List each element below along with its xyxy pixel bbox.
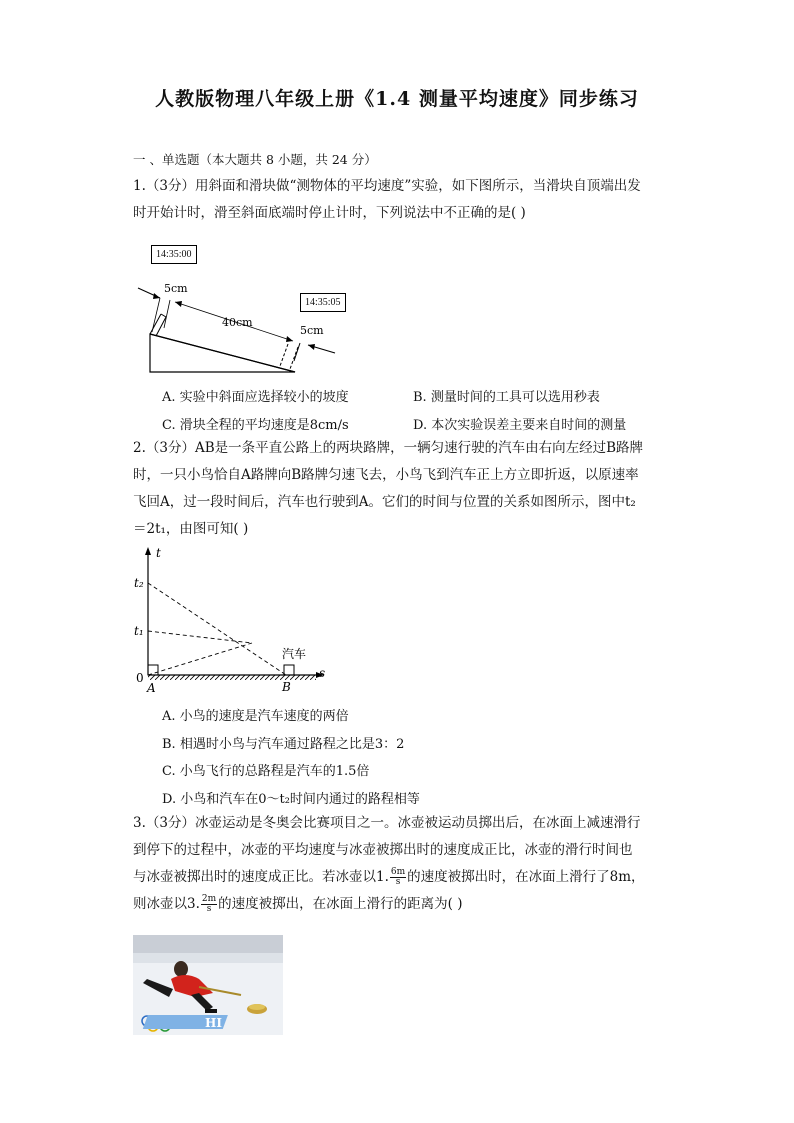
q3-frac2-den: s — [206, 904, 212, 914]
marker-b — [284, 665, 294, 675]
question-2-line-2: 时，一只小鸟恰自A路牌向B路牌匀速飞去，小鸟飞到汽车正上方立即折返，以原速率 — [133, 467, 639, 483]
dim-line-top-a — [152, 298, 160, 332]
origin-label: 0 — [136, 671, 144, 685]
question-1-line-1: 1.（3分）用斜面和滑块做“测物体的平均速度”实验，如下图所示，当滑块自顶端出发 — [133, 178, 641, 194]
q3-line4-part-b: 的速度被掷出，在冰面上滑行的距离为( ) — [218, 896, 463, 912]
q2-option-c: C. 小鸟飞行的总路程是汽车的1.5倍 — [162, 764, 370, 779]
t-axis-arrow — [145, 547, 151, 555]
q1-option-b: B. 测量时间的工具可以选用秒表 — [413, 390, 600, 405]
q2-option-a: A. 小鸟的速度是汽车速度的两倍 — [162, 709, 349, 724]
q3-line3-part-b: 的速度被掷出时，在冰面上滑行了8m， — [407, 869, 645, 885]
question-2-line-1: 2.（3分）AB是一条平直公路上的两块路牌，一辆匀速行驶的汽车由右向左经过B路牌 — [133, 440, 644, 456]
bird-back — [148, 631, 252, 643]
dim-40-head-left — [175, 301, 182, 307]
question-3-line-2: 到停下的过程中，冰壶的平均速度与冰壶被掷出时的速度成正比，冰壶的滑行时间也 — [133, 842, 633, 858]
q3-line3-part-a: 与冰壶被掷出时的速度成正比。若冰壶以1. — [133, 869, 389, 885]
curling-photo — [133, 935, 283, 1035]
s-axis-label: s — [319, 666, 326, 680]
q3-line4-part-a: 则冰壶以3. — [133, 896, 200, 912]
question-2-line-4: ＝2t₁，由图可知( ) — [133, 521, 249, 537]
car-label: 汽车 — [282, 647, 307, 661]
dim-line-top-b — [164, 300, 170, 328]
q3-fraction-1 — [390, 868, 406, 887]
question-3-line-3 — [133, 864, 663, 891]
timer-end: 14:35:05 — [300, 293, 346, 312]
q3-fraction-2 — [201, 895, 217, 914]
page-title: 人教版物理八年级上册《1.4 测量平均速度》同步练习 — [155, 88, 639, 110]
block-bottom-c — [294, 343, 300, 361]
t-axis-label: t — [156, 546, 161, 560]
label-5cm-bottom: 5cm — [300, 324, 324, 337]
timer-start: 14:35:00 — [151, 245, 197, 264]
q3-frac2-num: 2m — [201, 894, 217, 904]
bird-out — [148, 643, 252, 675]
marker-a — [148, 665, 158, 675]
car-line — [148, 583, 286, 675]
t1-label: t₁ — [134, 624, 144, 638]
question-3-line-4 — [133, 891, 663, 918]
q3-frac1-den: s — [395, 877, 401, 887]
q3-frac1-num: 6m — [390, 867, 406, 877]
q1-option-d: D. 本次实验误差主要来自时间的测量 — [413, 418, 627, 433]
rink-logo-text: HI — [205, 1016, 222, 1030]
q2-option-d: D. 小鸟和汽车在0～t₂时间内通过的路程相等 — [162, 792, 420, 807]
question-1-text — [133, 173, 663, 227]
arrow-bottom-head — [308, 344, 315, 350]
block-top-edge — [161, 314, 166, 317]
section-heading: 一 、单选题（本大题共 8 小题，共 24 分） — [133, 152, 377, 167]
point-a-label: A — [147, 681, 156, 695]
q2-option-b: B. 相遇时小鸟与汽车通过路程之比是3：2 — [162, 737, 405, 752]
question-2-text — [133, 435, 663, 543]
arrow-top-head — [153, 293, 160, 299]
question-2-figure — [130, 545, 340, 695]
question-1-line-2: 时开始计时，滑至斜面底端时停止计时，下列说法中不正确的是( ) — [133, 205, 526, 221]
label-40cm: 40cm — [222, 316, 253, 329]
label-5cm-top: 5cm — [164, 282, 188, 295]
block-bottom-a — [280, 344, 288, 366]
question-3-text — [133, 810, 663, 918]
q1-option-a: A. 实验中斜面应选择较小的坡度 — [162, 390, 349, 405]
q1-option-c: C. 滑块全程的平均速度是8cm/s — [162, 418, 349, 433]
t2-label: t₂ — [134, 576, 144, 590]
dim-40-head-right — [286, 336, 293, 342]
question-3-line-1: 3.（3分）冰壶运动是冬奥会比赛项目之一。冰壶被运动员掷出后，在冰面上减速滑行 — [133, 815, 641, 831]
question-2-line-3: 飞回A，过一段时间后，汽车也行驶到A。它们的时间与位置的关系如图所示，图中t₂ — [133, 494, 636, 510]
incline-slope — [150, 334, 295, 372]
point-b-label: B — [282, 680, 291, 694]
block-bottom-b — [290, 347, 298, 369]
